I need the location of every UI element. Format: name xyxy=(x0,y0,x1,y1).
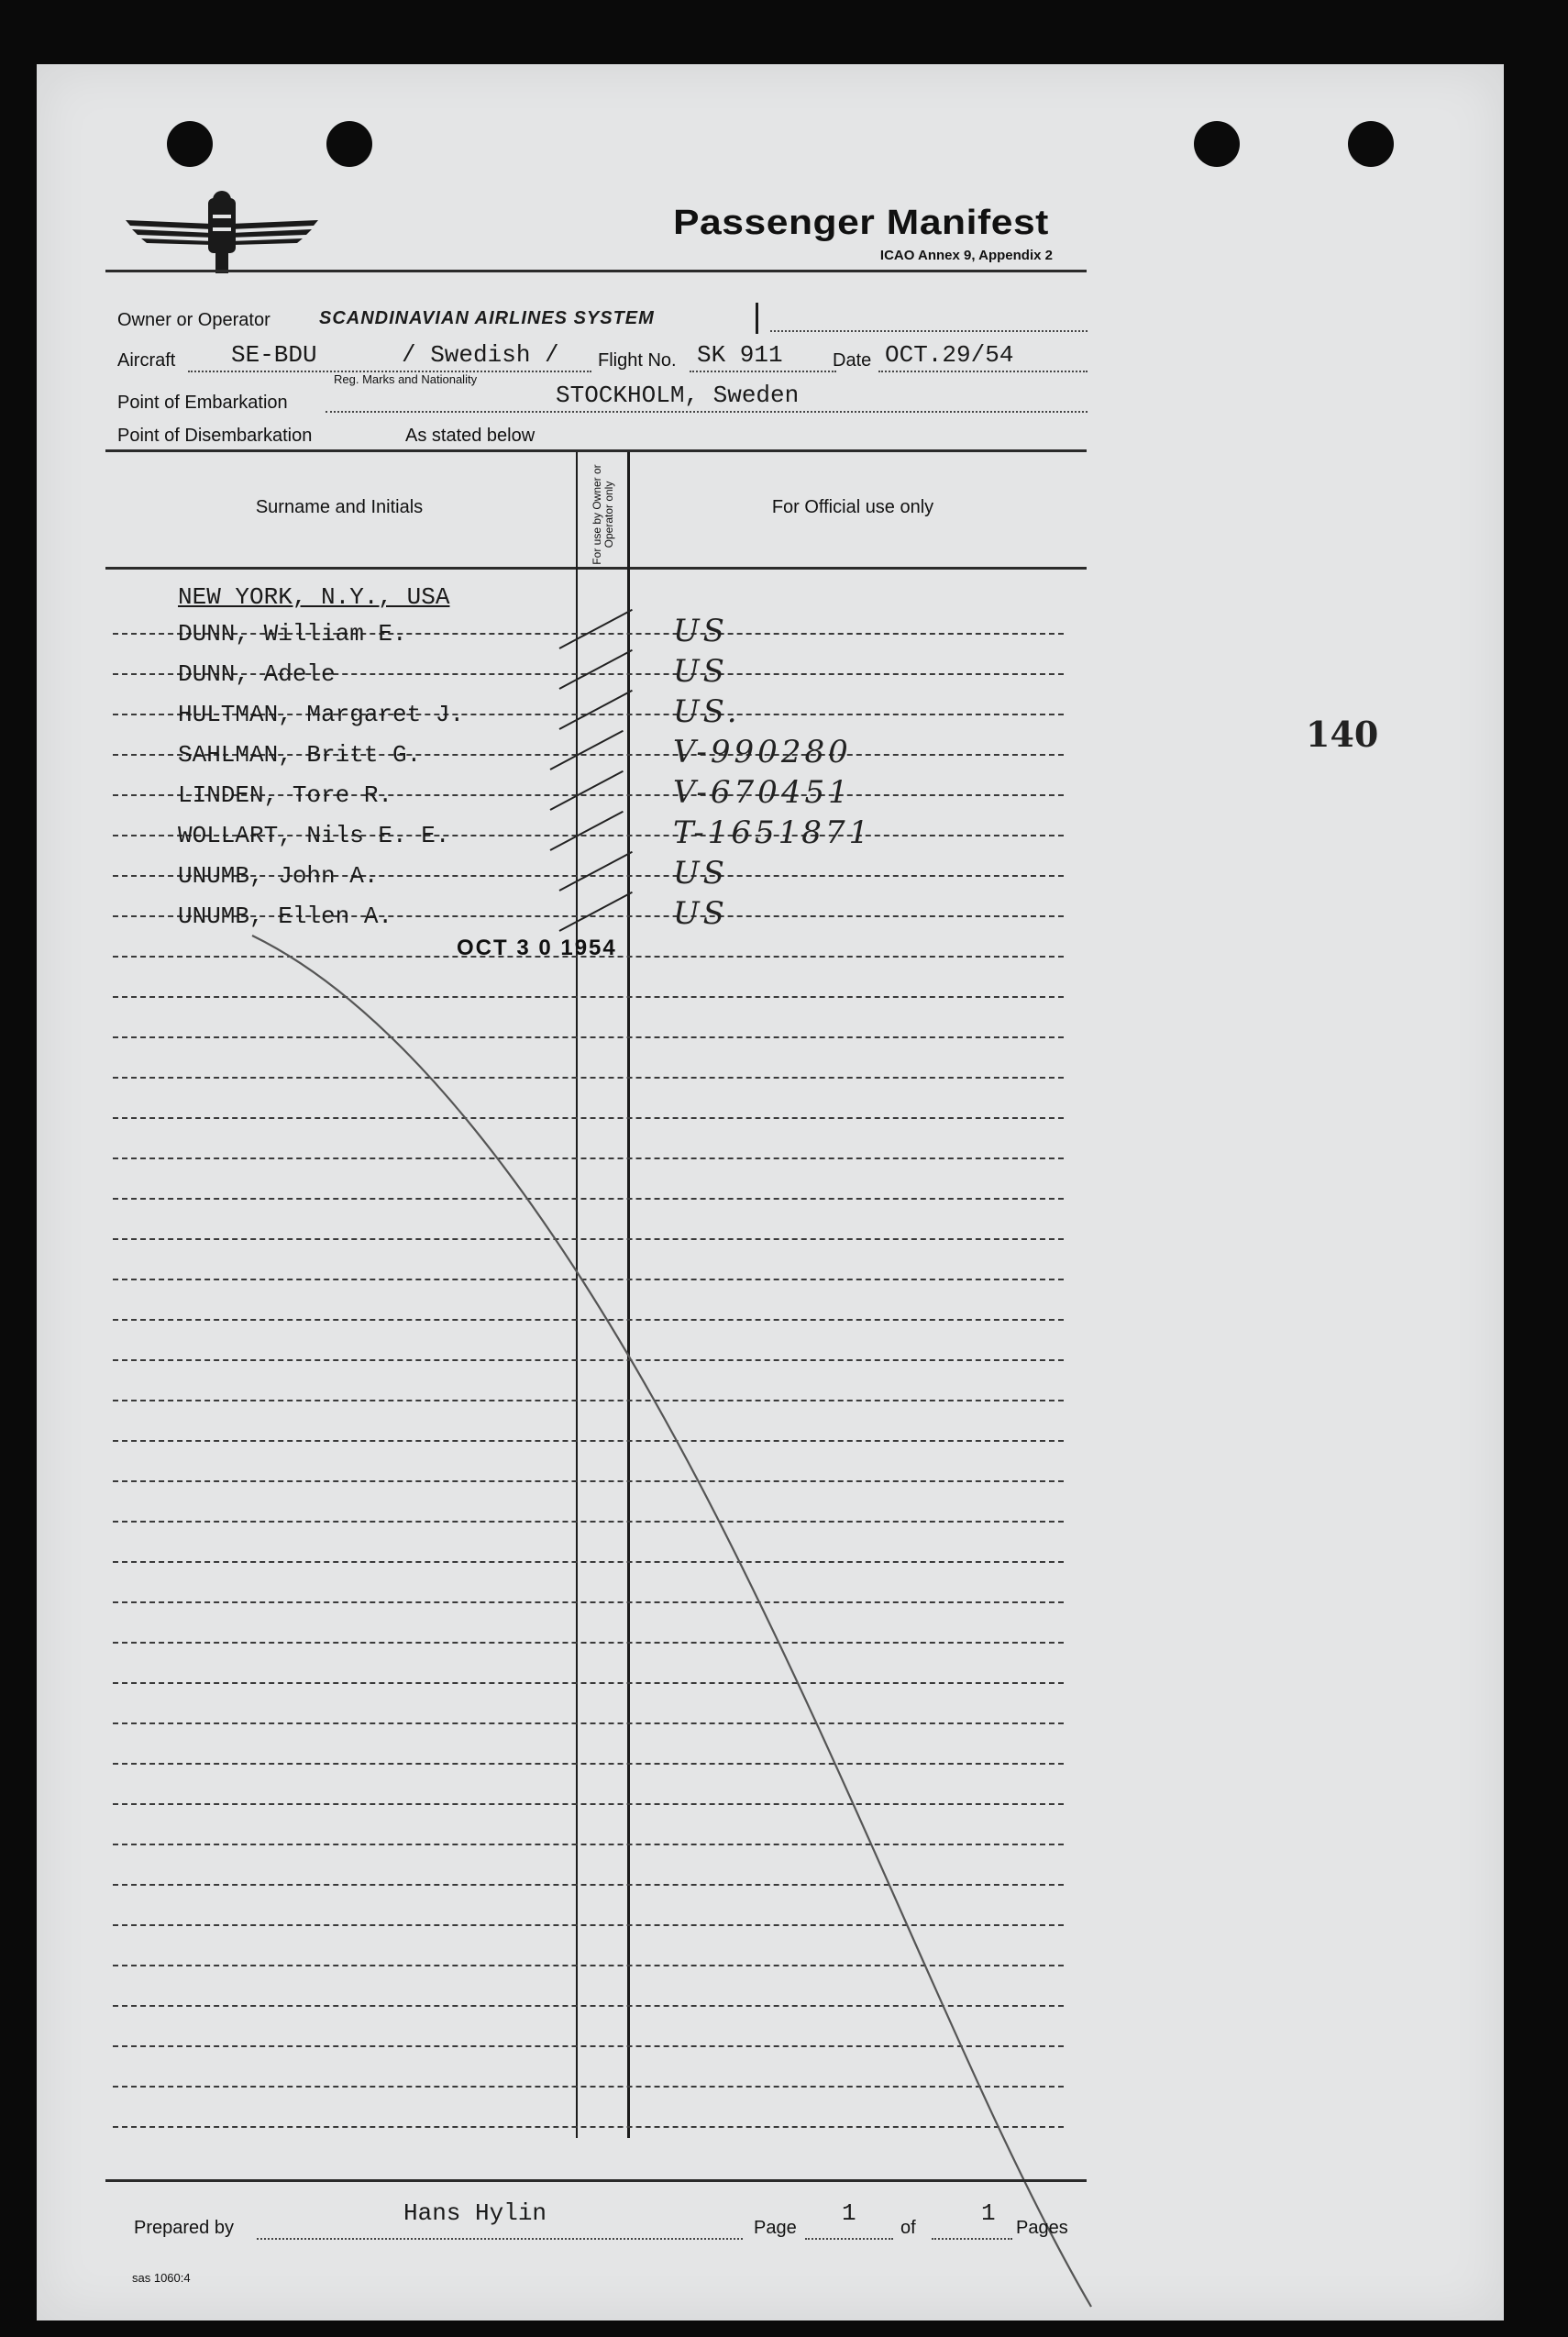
flight-label: Flight No. xyxy=(598,350,677,371)
passenger-name: LINDEN, Tore R. xyxy=(178,781,393,809)
passenger-name: UNUMB, John A. xyxy=(178,862,379,890)
prepared-value: Hans Hylin xyxy=(403,2199,547,2227)
of-label: of xyxy=(900,2218,916,2238)
footer-rule xyxy=(105,2179,1087,2182)
embark-value: STOCKHOLM, Sweden xyxy=(556,382,800,409)
official-entry: US. xyxy=(673,693,741,730)
owner-label: Owner or Operator xyxy=(117,310,271,330)
official-entry: V-990280 xyxy=(673,734,852,770)
destination-heading: NEW YORK, N.Y., USA xyxy=(178,583,450,611)
side-page-number: 140 xyxy=(1306,714,1379,755)
passenger-name: WOLLART, Nils E. E. xyxy=(178,822,450,849)
passenger-name: UNUMB, Ellen A. xyxy=(178,903,393,930)
passenger-name: SAHLMAN, Britt G. xyxy=(178,741,422,769)
official-entry: US xyxy=(673,653,728,690)
flight-value: SK 911 xyxy=(697,341,783,369)
embark-label: Point of Embarkation xyxy=(117,393,288,413)
passenger-name: HULTMAN, Margaret J. xyxy=(178,701,465,728)
pencil-stroke xyxy=(37,64,1504,2320)
of-field-line xyxy=(932,2238,1012,2240)
official-entry: US xyxy=(673,613,728,649)
official-entry: T-1651871 xyxy=(673,814,873,851)
col-header-names: Surname and Initials xyxy=(255,497,424,517)
passenger-name: DUNN, Adele xyxy=(178,660,336,688)
official-entry: US xyxy=(673,855,728,892)
nationality-value: / Swedish / xyxy=(402,341,559,369)
date-value: OCT.29/54 xyxy=(885,341,1014,369)
manifest-sheet xyxy=(37,64,1504,2320)
col-header-owner: For use by Owner or Operator only xyxy=(591,464,615,565)
manifest-subtitle: ICAO Annex 9, Appendix 2 xyxy=(879,248,1053,263)
page-field-line xyxy=(805,2238,893,2240)
page-label: Page xyxy=(754,2218,797,2238)
owner-value: SCANDINAVIAN AIRLINES SYSTEM xyxy=(319,308,655,328)
aircraft-value: SE-BDU xyxy=(231,341,317,369)
received-stamp: OCT 3 0 1954 xyxy=(457,936,617,960)
aircraft-label: Aircraft xyxy=(117,350,176,371)
official-entry: US xyxy=(673,895,728,932)
manifest-title: Passenger Manifest xyxy=(673,204,1049,242)
reg-note: Reg. Marks and Nationality xyxy=(334,372,478,386)
disembark-value: As stated below xyxy=(405,426,536,446)
page-value: 1 xyxy=(842,2199,856,2227)
passenger-name: DUNN, William E. xyxy=(178,620,407,648)
prepared-label: Prepared by xyxy=(134,2218,234,2238)
date-label: Date xyxy=(833,350,872,371)
form-code: sas 1060:4 xyxy=(132,2271,191,2285)
of-value: 1 xyxy=(981,2199,996,2227)
col-header-official: For Official use only xyxy=(771,497,934,517)
disembark-label: Point of Disembarkation xyxy=(117,426,313,446)
pages-label: Pages xyxy=(1016,2218,1068,2238)
official-entry: V-670451 xyxy=(673,774,852,811)
prepared-field-line xyxy=(257,2238,743,2240)
